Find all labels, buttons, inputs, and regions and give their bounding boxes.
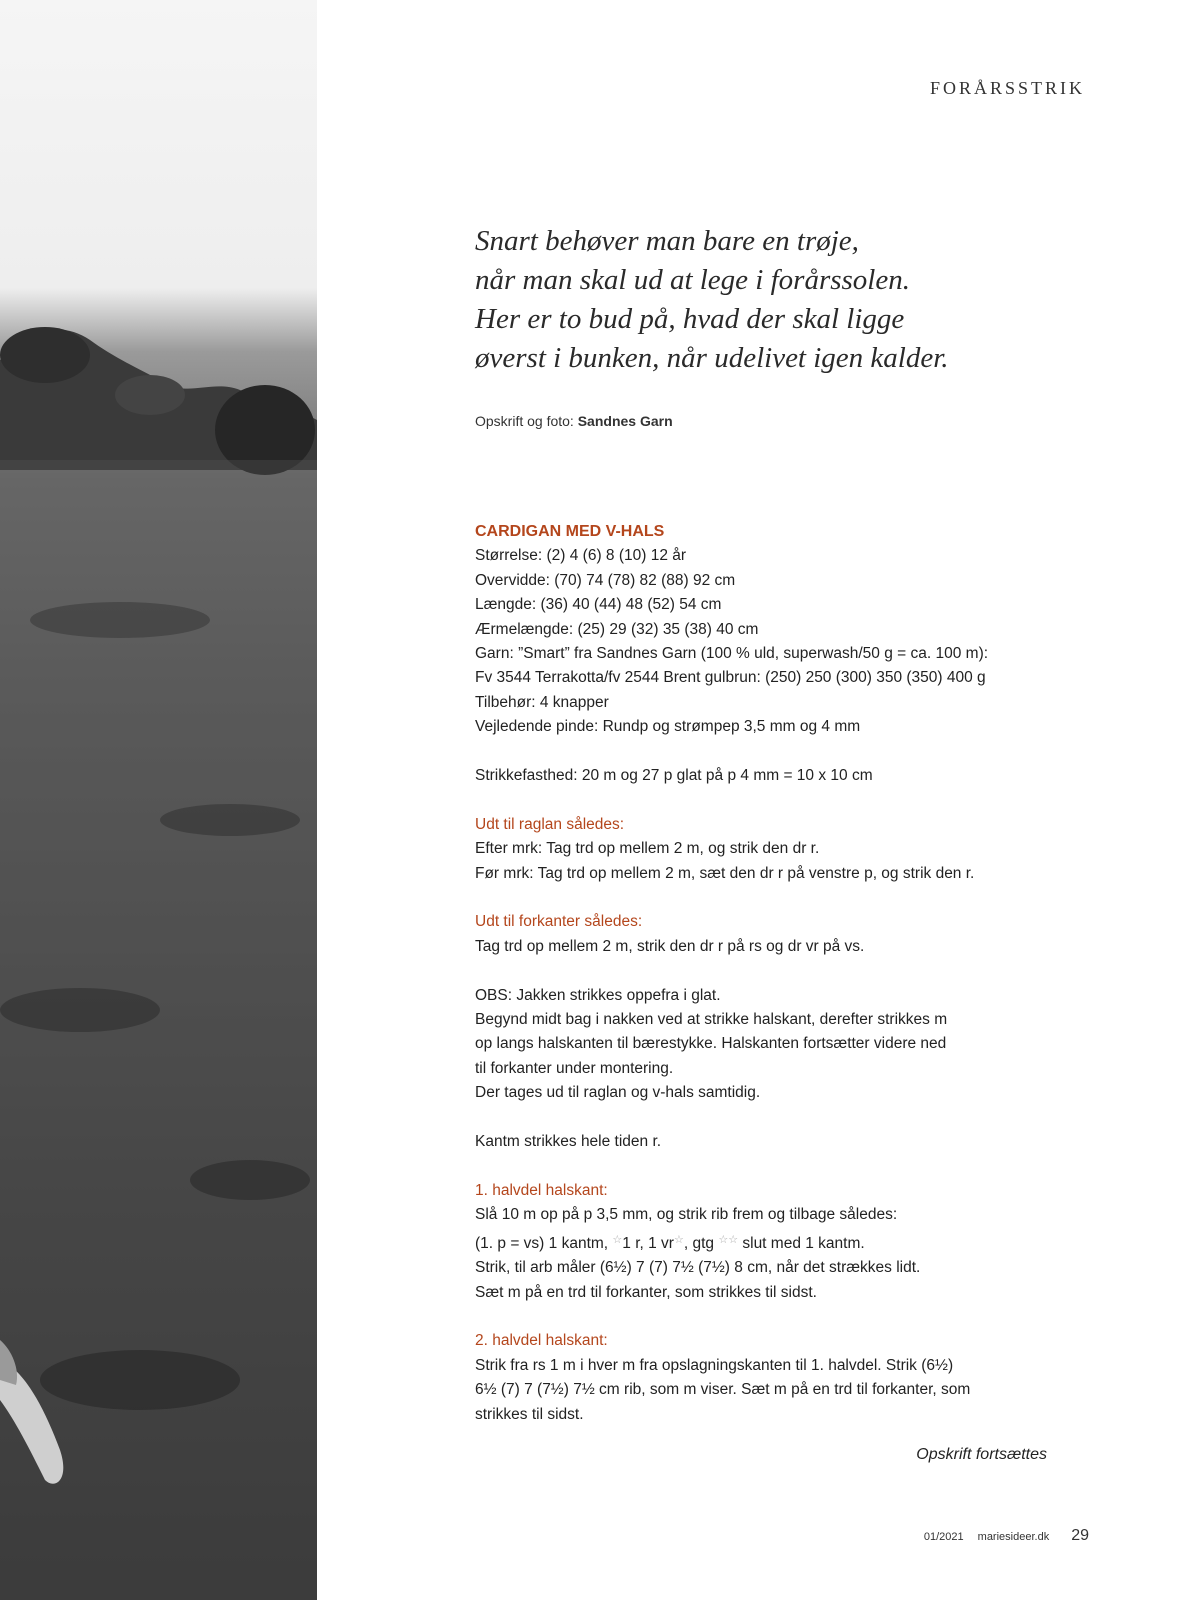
star-icon: ☆ (718, 1233, 729, 1246)
spec-label: Overvidde: (475, 571, 550, 589)
gauge-line (475, 764, 1075, 788)
star-icon: ☆ (673, 1233, 684, 1246)
spec-value: ”Smart” fra Sandnes Garn (100 % uld, superwash/50 g = ca. 100 m): (513, 645, 989, 663)
obs-text: til forkanter under montering. (475, 1059, 674, 1077)
obs-text: Der tages ud til raglan og v-hals samtidig. (475, 1084, 761, 1102)
spec-value: (36) 40 (44) 48 (52) 54 cm (536, 596, 722, 614)
spec-accessories (475, 691, 1075, 715)
half1-text: , gtg (683, 1234, 719, 1252)
credit-line (475, 413, 673, 429)
hillside-photo (0, 0, 317, 1600)
half1-text: 1 r, 1 vr (622, 1234, 674, 1252)
spec-label: Længde: (475, 596, 537, 614)
spec-value: Rundp og strømpep 3,5 mm og 4 mm (598, 718, 861, 736)
half2-heading: 2. halvdel halskant: (475, 1332, 608, 1350)
spec-needles (475, 715, 1075, 739)
obs-first: : Jakken strikkes oppefra i glat. (507, 986, 721, 1004)
photo-landscape (0, 0, 317, 1600)
spec-value: (25) 29 (32) 35 (38) 40 cm (573, 620, 759, 638)
half1-text: slut med 1 kantm. (738, 1234, 865, 1252)
section-tag: FORÅRSSTRIK (929, 78, 1085, 98)
half1-line: Strik, til arb måler (6½) 7 (7) 7½ (7½) 8 cm, når det strækkes lidt. (475, 1259, 921, 1277)
intro-text (475, 222, 1035, 378)
spec-size (475, 544, 1075, 568)
raglan-value: Tag trd op mellem 2 m, og strik den dr r. (542, 840, 820, 858)
spec-sleeve (475, 618, 1075, 642)
raglan-value: Tag trd op mellem 2 m, sæt den dr r på venstre p, og strik den r. (533, 864, 975, 882)
spec-value: 4 knapper (535, 693, 609, 711)
intro-line: øverst i bunken, når udelivet igen kalder. (475, 342, 949, 374)
kantm-line: Kantm strikkes hele tiden r. (475, 1133, 662, 1151)
raglan-label: Efter mrk: (475, 840, 543, 858)
raglan-label: Før mrk: (475, 864, 534, 882)
half1-line: Slå 10 m op på p 3,5 mm, og strik rib frem og tilbage således: (475, 1206, 898, 1224)
raglan-after (475, 837, 1075, 861)
spec-length (475, 593, 1075, 617)
spec-label: Garn: (475, 645, 514, 663)
half1-text: (1. p = vs) 1 kantm, (475, 1234, 613, 1252)
intro-line: når man skal ud at lege i forårssolen. (475, 264, 910, 296)
forkant-heading: Udt til forkanter således: (475, 913, 643, 931)
star-icon: ☆ (612, 1233, 623, 1246)
page-number: 29 (1071, 1527, 1089, 1544)
credit-value: Sandnes Garn (577, 413, 673, 429)
intro-line: Snart behøver man bare en trøje, (475, 225, 859, 257)
half1-heading: 1. halvdel halskant: (475, 1181, 608, 1199)
obs-label: OBS (475, 986, 508, 1004)
spec-label: Vejledende pinde: (475, 718, 599, 736)
page-footer (924, 1527, 1089, 1545)
spec-yarn-colors (475, 666, 1075, 690)
gauge-label: Strikkefasthed: (475, 767, 578, 785)
half2-line: Strik fra rs 1 m i hver m fra opslagningskanten til 1. halvdel. Strik (6½) (475, 1356, 954, 1374)
obs-text: Begynd midt bag i nakken ved at strikke halskant, derefter strikkes m (475, 1011, 948, 1029)
raglan-before (475, 862, 1075, 886)
forkant-line: Tag trd op mellem 2 m, strik den dr r på rs og dr vr på vs. (475, 937, 865, 955)
spec-value: Fv 3544 Terrakotta/fv 2544 Brent gulbrun: (250) 250 (300) 350 (350) 400 g (475, 669, 986, 687)
obs-text: op langs halskanten til bærestykke. Halskanten fortsætter videre ned (475, 1035, 947, 1053)
spec-label: Størrelse: (475, 547, 543, 565)
spec-value: (70) 74 (78) 82 (88) 92 cm (549, 571, 736, 589)
spec-label: Ærmelængde: (475, 620, 574, 638)
continued-note: Opskrift fortsættes (916, 1446, 1047, 1463)
half2-line: 6½ (7) 7 (7½) 7½ cm rib, som m viser. Sæt m på en trd til forkanter, som (475, 1381, 971, 1399)
half2-line: strikkes til sidst. (475, 1405, 584, 1423)
spec-label: Tilbehør: (475, 693, 536, 711)
intro-line: Her er to bud på, hvad der skal ligge (475, 303, 905, 335)
credit-label: Opskrift og foto: (475, 413, 574, 429)
obs-line (475, 984, 1075, 1008)
half1-line (475, 1228, 1075, 1256)
spec-yarn (475, 642, 1075, 666)
issue-number: 01/2021 (923, 1531, 964, 1543)
recipe-title: CARDIGAN MED V-HALS (475, 523, 665, 540)
raglan-heading: Udt til raglan således: (475, 815, 625, 833)
site-name: mariesideer.dk (977, 1531, 1050, 1543)
half1-line: Sæt m på en trd til forkanter, som strikkes til sidst. (475, 1283, 817, 1301)
spec-value: (2) 4 (6) 8 (10) 12 år (542, 547, 687, 565)
spec-chest (475, 569, 1075, 593)
star-icon: ☆ (728, 1233, 739, 1246)
recipe-body (475, 520, 1075, 1427)
gauge-value: 20 m og 27 p glat på p 4 mm = 10 x 10 cm (577, 767, 873, 785)
